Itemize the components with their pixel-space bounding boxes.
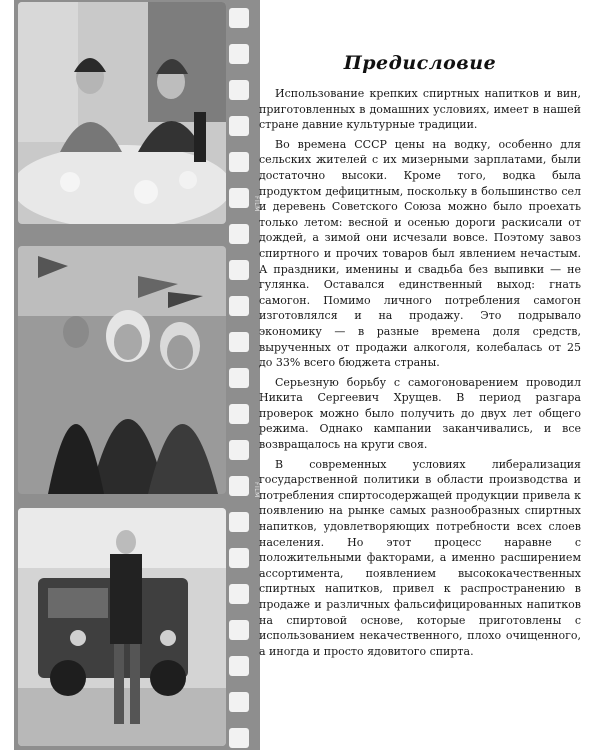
photo-women-in-headscarves	[18, 246, 226, 494]
film-sprocket-hole	[229, 368, 249, 388]
film-label: FILM	[253, 196, 260, 212]
paragraph: В современных условиях либерализация государственной политики в области производства и потребления спиртосодержащей продукции привела к появлению на рынке самых разнообразных спиртных напитков, удовлетворяющих потребности всех слоев населения. Но этот процесс наравне с положительными факторами, а именно расширением ассортимента, появлением высококачественных спиртных напитков, привел к распространению в продаже и различных фальсифицированных напитков на спиртовой основе, которые приготовлены с использованием некачественного, плохо очищенного, а иногда и просто ядовитого спирта.	[259, 457, 581, 658]
film-sprocket-hole	[229, 404, 249, 424]
film-sprocket-hole	[229, 548, 249, 568]
paragraph: Серьезную борьбу с самогоноварением проводил Никита Сергеевич Хрущев. В период разгара проверок можно было получить до двух лет общего режима. Однако кампании заканчивались, и все возвращалось на круги своя.	[259, 375, 581, 452]
film-sprocket-hole	[229, 296, 249, 316]
film-sprocket-hole	[229, 332, 249, 352]
film-sprocket-hole	[229, 440, 249, 460]
film-sprocket-hole	[229, 116, 249, 136]
film-sprocket-hole	[229, 152, 249, 172]
photo-women-at-table	[18, 2, 226, 224]
film-sprocket-hole	[229, 584, 249, 604]
film-sprocket-hole	[229, 224, 249, 244]
film-sprocket-hole	[229, 8, 249, 28]
photo-image	[18, 2, 226, 224]
film-sprocket-hole	[229, 80, 249, 100]
film-sprocket-hole	[229, 512, 249, 532]
film-sprocket-hole	[229, 656, 249, 676]
paragraph: Использование крепких спиртных напитков и вин, приготовленных в домашних условиях, имеет в нашей стране давние культурные традиции.	[259, 87, 581, 132]
film-sprocket-hole	[229, 620, 249, 640]
film-sprocket-hole	[229, 476, 249, 496]
film-strip	[14, 0, 260, 750]
film-sprocket-hole	[229, 728, 249, 748]
film-sprocket-hole	[229, 260, 249, 280]
page-title: Предисловие	[343, 52, 497, 74]
photo-man-with-jeep	[18, 508, 226, 746]
film-label: FILM	[253, 482, 260, 498]
film-sprocket-hole	[229, 188, 249, 208]
film-sprocket-hole	[229, 44, 249, 64]
preface-section	[259, 52, 581, 663]
photo-image	[18, 246, 226, 494]
paragraph: Во времена СССР цены на водку, особенно для сельских жителей с их мизерными зарплатами, были достаточно высоки. Кроме того, водка была продуктом дефицитным, поскольку в большинство сел и деревень Советского Союза можно было проехать только летом: весной и осенью дороги раскисали от дождей, а зимой они исчезали вовсе. Поэтому завоз спиртного и прочих товаров был явлением нечастым. А праздники, именины и свадьба без выпивки — не гулянка. Оставался единственный выход: гнать самогон. Помимо личного потребления самогон изготовлялся и на продажу. Это подрывало экономику — в разные времена доля средств, вырученных от продажи алкоголя, колебалась от 25 до 33% всего бюджета страны.	[259, 137, 581, 370]
photo-image	[18, 508, 226, 746]
film-sprocket-hole	[229, 692, 249, 712]
